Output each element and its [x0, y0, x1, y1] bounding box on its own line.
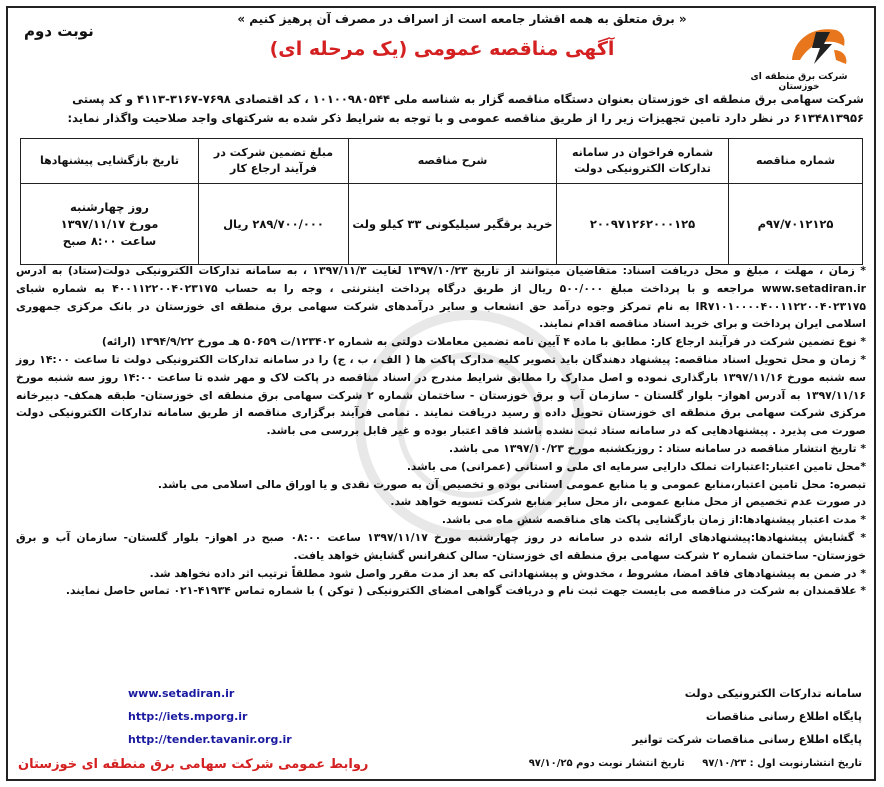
body-paragraph-opening: * گشایش پیشنهادها:پیشنهادهای ارائه شده در سامانه در روز چهارشنبه مورخ ۱۳۹۷/۱۱/۱۷ ساعت ۰۸:۰۰ صبح در اهواز- بلوار گلستان- سازمان آب و برق خوزستان- ساختمان شماره ۲ شرکت سهامی برق منطقه ای خوزستان- سالن کنفرانس گشایش خواهد یافت. [16, 530, 866, 562]
body-paragraph-invalid: * در ضمن به پیشنهادهای فاقد امضا، مشروط ، مخدوش و پیشنهاداتی که بعد از مدت مقرر واصل شود مطلقاً ترتیب اثر داده نخواهد شد. [149, 566, 866, 580]
first-publication-date: تاریخ انتشارنوبت اول : ۹۷/۱۰/۲۳ [702, 758, 862, 769]
link-setad[interactable]: www.setadiran.ir [128, 687, 235, 700]
body-paragraph-delivery: * زمان و محل تحویل اسناد مناقصه: پیشنهاد دهندگان باید تصویر کلیه مدارک پاکت ها ( الف ، ب ، ج) را در سامانه تدارکات الکترونیکی دولت تا ساعت ۱۴:۰۰ روز سه شنبه مورخ ۱۳۹۷/۱۱/۱۶ بارگذاری نموده و اصل مدارک را مطابق شرایط مندرج در اسناد مناقصه در پاکت لاک و مهر شده تا ساعت ۱۴:۰۰ روز سه شنبه مورخ ۱۳۹۷/۱۱/۱۶ به آدرس اهواز- بلوار گلستان - سازمان آب و برق خوزستان - ساختمان شماره ۲ شرکت سهامی برق منطقه ای خوزستان- طبقه همکف- دبیرخانه مرکزی شرکت سهامی برق منطقه ای خوزستان تحویل داده و رسید دریافت نمایند . تمامی فرآیند برگزاری مناقصه از طریق سامانه تدارکات الکترونیکی دولت صورت می پذیرد . پیشنهادهایی که در سامانه ستاد ثبت نشده باشند فاقد اعتبار بوده و غیر قابل بررسی می باشد. [16, 352, 867, 438]
opening-time: ساعت ۸:۰۰ صبح [62, 233, 157, 248]
link-label-iets: پایگاه اطلاع رسانی مناقصات [705, 710, 862, 723]
col-setad-number: شماره فراخوان در سامانه تدارکات الکترونیکی دولت [557, 139, 729, 184]
opening-day: روز چهارشنبه [70, 199, 149, 214]
cell-guarantee: ۲۸۹/۷۰۰/۰۰۰ ریال [199, 184, 349, 265]
company-logo-icon [772, 20, 858, 72]
cell-setad-number: ۲۰۰۹۷۱۲۶۲۰۰۰۱۲۵ [557, 184, 729, 265]
links-urls [128, 682, 292, 751]
body-paragraph-publish-date: * تاریخ انتشار مناقصه در سامانه ستاد : روزیکشنبه مورخ ۱۳۹۷/۱۰/۲۳ می باشد. [448, 441, 866, 455]
opening-date: مورخ ۱۳۹۷/۱۱/۱۷ [60, 216, 159, 231]
cell-description: خرید برقگیر سیلیکونی ۳۳ کیلو ولت [349, 184, 557, 265]
body-paragraph-settlement: در صورت عدم تخصیص از محل منابع عمومی ،از محل سایر منابع شرکت تسویه خواهد شد. [390, 495, 866, 509]
cell-opening-date [21, 184, 199, 265]
company-caption: شرکت برق منطقه ای خوزستان [750, 72, 848, 92]
tender-table [20, 138, 863, 265]
intro-line-1: شرکت سهامی برق منطقه ای خوزستان بعنوان دستگاه مناقصه گزار به شناسه ملی ۱۰۱۰۰۹۸۰۵۴۴ ، کد اقتصادی ۷۶۹۸-۳۱۶۷-۴۱۱۳ و کد پستی [72, 92, 864, 106]
col-description: شرح مناقصه [349, 139, 557, 184]
link-label-setad: سامانه تدارکات الکترونیکی دولت [684, 687, 862, 700]
link-tavanir[interactable]: http://tender.tavanir.org.ir [128, 733, 292, 746]
body-paragraph-note: تبصره: محل تامین اعتبار،منابع عمومی و یا منابع عمومی استانی بوده و تخصیص آن به صورت نقدی و یا اوراق مالی اسلامی می باشد. [157, 477, 866, 491]
intro-line-2: ۶۱۳۴۸۱۳۹۵۶ در نظر دارد تامین تجهیزات زیر را از طریق مناقصه عمومی و با توجه به شرایط ذکر شده به شرکتهای واجد صلاحیت واگذار نماید: [67, 111, 864, 125]
link-label-tavanir: پایگاه اطلاع رسانی مناقصات شرکت توانیر [632, 733, 862, 746]
body-paragraph-guarantee: * نوع تضمین شرکت در فرآیند ارجاع کار: مطابق با ماده ۴ آیین نامه تضمین معاملات دولتی به شماره ۱۲۳۴۰۲/ت ۵۰۶۵۹ هـ مورخ ۱۳۹۴/۹/۲۲ (ارائه) [101, 335, 866, 349]
table-row [21, 184, 863, 265]
links-labels [632, 682, 862, 751]
body-paragraph-funding: *محل تامین اعتبار:اعتبارات تملک دارایی سرمایه ای ملی و استانی (عمرانی) می باشد. [406, 459, 866, 473]
col-guarantee: مبلغ تضمین شرکت در فرآیند ارجاع کار [199, 139, 349, 184]
notice-body [16, 262, 866, 600]
link-iets[interactable]: http://iets.mporg.ir [128, 710, 248, 723]
col-opening-date: تاریخ بازگشایی پیشنهادها [21, 139, 199, 184]
second-publication-date: تاریخ انتشار نوبت دوم ۹۷/۱۰/۲۵ [528, 758, 685, 769]
body-paragraph-validity: * مدت اعتبار پیشنهادها:از زمان بازگشایی پاکت های مناقصه شش ماه می باشد. [441, 513, 866, 527]
col-tender-number: شماره مناقصه [729, 139, 863, 184]
public-relations-signature: روابط عمومی شرکت سهامی برق منطقه ای خوزستان [18, 757, 369, 772]
slogan: « برق متعلق به همه اقشار جامعه است از اسراف در مصرف آن پرهیز کنیم » [237, 12, 687, 26]
cell-tender-number: ۹۷/۷۰۱۲۱۲۵م [729, 184, 863, 265]
intro-paragraph [18, 90, 864, 128]
table-header-row [21, 139, 863, 184]
edition-label: نوبت دوم [24, 22, 94, 40]
body-paragraph-documents: * زمان ، مهلت ، مبلغ و محل دریافت اسناد: متقاضیان میتوانند از تاریخ ۱۳۹۷/۱۰/۲۳ لغایت ۱۳۹۷/۱۱/۳ ، به سامانه تدارکات الکترونیکی دولت(ستاد) به آدرس www.setadiran.ir مراجعه و با پرداخت مبلغ ۵۰۰/۰۰۰ ریال از طریق درگاه پرداخت اینترنتی ، وجه را به حساب ۴۰۰۱۱۲۲۰۰۴۰۲۳۱۷۵ به شماره شبای IR۷۱۰۱۰۰۰۰۴۰۰۱۱۲۲۰۰۴۰۲۳۱۷۵ به نام تمرکز وجوه درآمد حق انشعاب و سایر درآمدهای شرکت سهامی برق منطقه ای خوزستان در بانک مرکزی جمهوری اسلامی ایران پرداخت و برای خرید اسناد مناقصه اقدام نمایند. [16, 264, 867, 331]
body-paragraph-contact: * علاقمندان به شرکت در مناقصه می بایست جهت ثبت نام و دریافت گواهی امضای الکترونیکی ( توکن ) با شماره تماس ۴۱۹۳۴-۰۲۱ تماس حاصل نمایند. [65, 584, 866, 598]
notice-title: آگهی مناقصه عمومی (یک مرحله ای) [269, 38, 615, 60]
publication-dates [515, 758, 862, 769]
